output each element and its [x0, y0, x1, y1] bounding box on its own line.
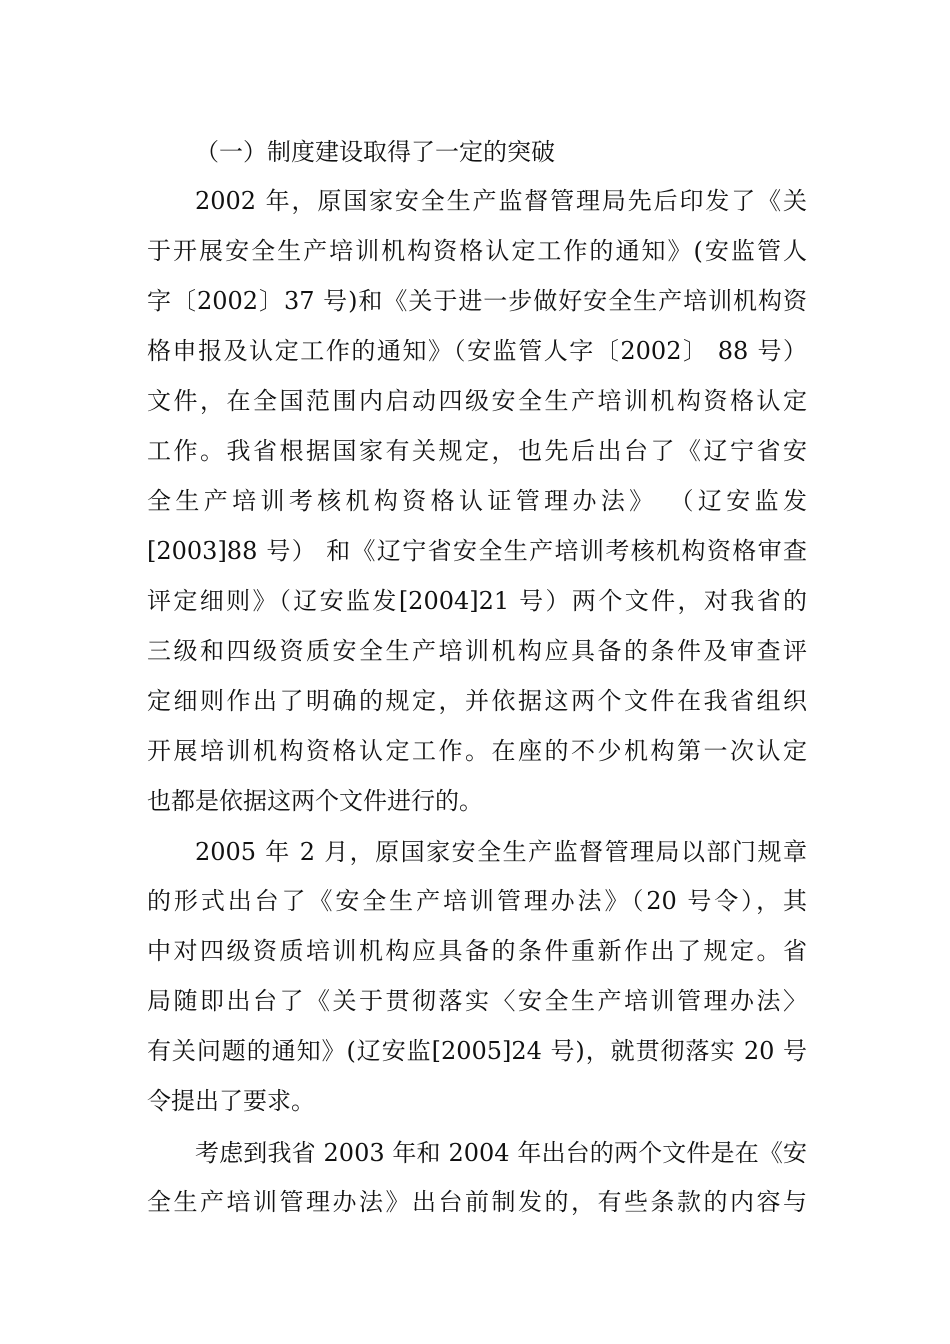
paragraph-1-line-11: 定细则作出了明确的规定，并依据这两个文件在我省组织 [147, 687, 807, 715]
paragraph-1-line-12: 开展培训机构资格认定工作。在座的不少机构第一次认定 [147, 737, 807, 765]
paragraph-1-line-3: 字〔2002〕37 号)和《关于进一步做好安全生产培训机构资 [147, 287, 807, 315]
paragraph-3-line-2: 全生产培训管理办法》出台前制发的，有些条款的内容与 [147, 1188, 807, 1216]
paragraph-1-line-9: 评定细则》（辽安监发[2004]21 号）两个文件，对我省的 [147, 587, 807, 615]
paragraph-1-line-4: 格申报及认定工作的通知》（安监管人字〔2002〕 88 号） [147, 337, 807, 365]
paragraph-2-line-5: 有关问题的通知》(辽安监[2005]24 号)，就贯彻落实 20 号 [147, 1037, 807, 1065]
paragraph-2-line-6: 令提出了要求。 [147, 1087, 315, 1115]
paragraph-1-line-6: 工作。我省根据国家有关规定，也先后出台了《辽宁省安 [147, 437, 807, 465]
paragraph-1-line-2: 于开展安全生产培训机构资格认定工作的通知》(安监管人 [147, 237, 807, 265]
paragraph-1-line-7: 全生产培训考核机构资格认证管理办法》 （辽安监发 [147, 487, 807, 515]
paragraph-1-line-8: [2003]88 号） 和《辽宁省安全生产培训考核机构资格审查 [147, 537, 807, 565]
section-heading: （一）制度建设取得了一定的突破 [195, 138, 555, 166]
paragraph-2-line-2: 的形式出台了《安全生产培训管理办法》（20 号令），其 [147, 887, 807, 915]
paragraph-1-line-13: 也都是依据这两个文件进行的。 [147, 787, 483, 815]
paragraph-2-line-4: 局随即出台了《关于贯彻落实〈安全生产培训管理办法〉 [147, 987, 807, 1015]
paragraph-3-line-1: 考虑到我省 2003 年和 2004 年出台的两个文件是在《安 [195, 1139, 807, 1167]
paragraph-1-line-1: 2002 年，原国家安全生产监督管理局先后印发了《关 [195, 187, 807, 215]
paragraph-2-line-1: 2005 年 2 月，原国家安全生产监督管理局以部门规章 [195, 838, 807, 866]
paragraph-2-line-3: 中对四级资质培训机构应具备的条件重新作出了规定。省 [147, 937, 807, 965]
paragraph-1-line-10: 三级和四级资质安全生产培训机构应具备的条件及审查评 [147, 637, 807, 665]
paragraph-1-line-5: 文件，在全国范围内启动四级安全生产培训机构资格认定 [147, 387, 807, 415]
